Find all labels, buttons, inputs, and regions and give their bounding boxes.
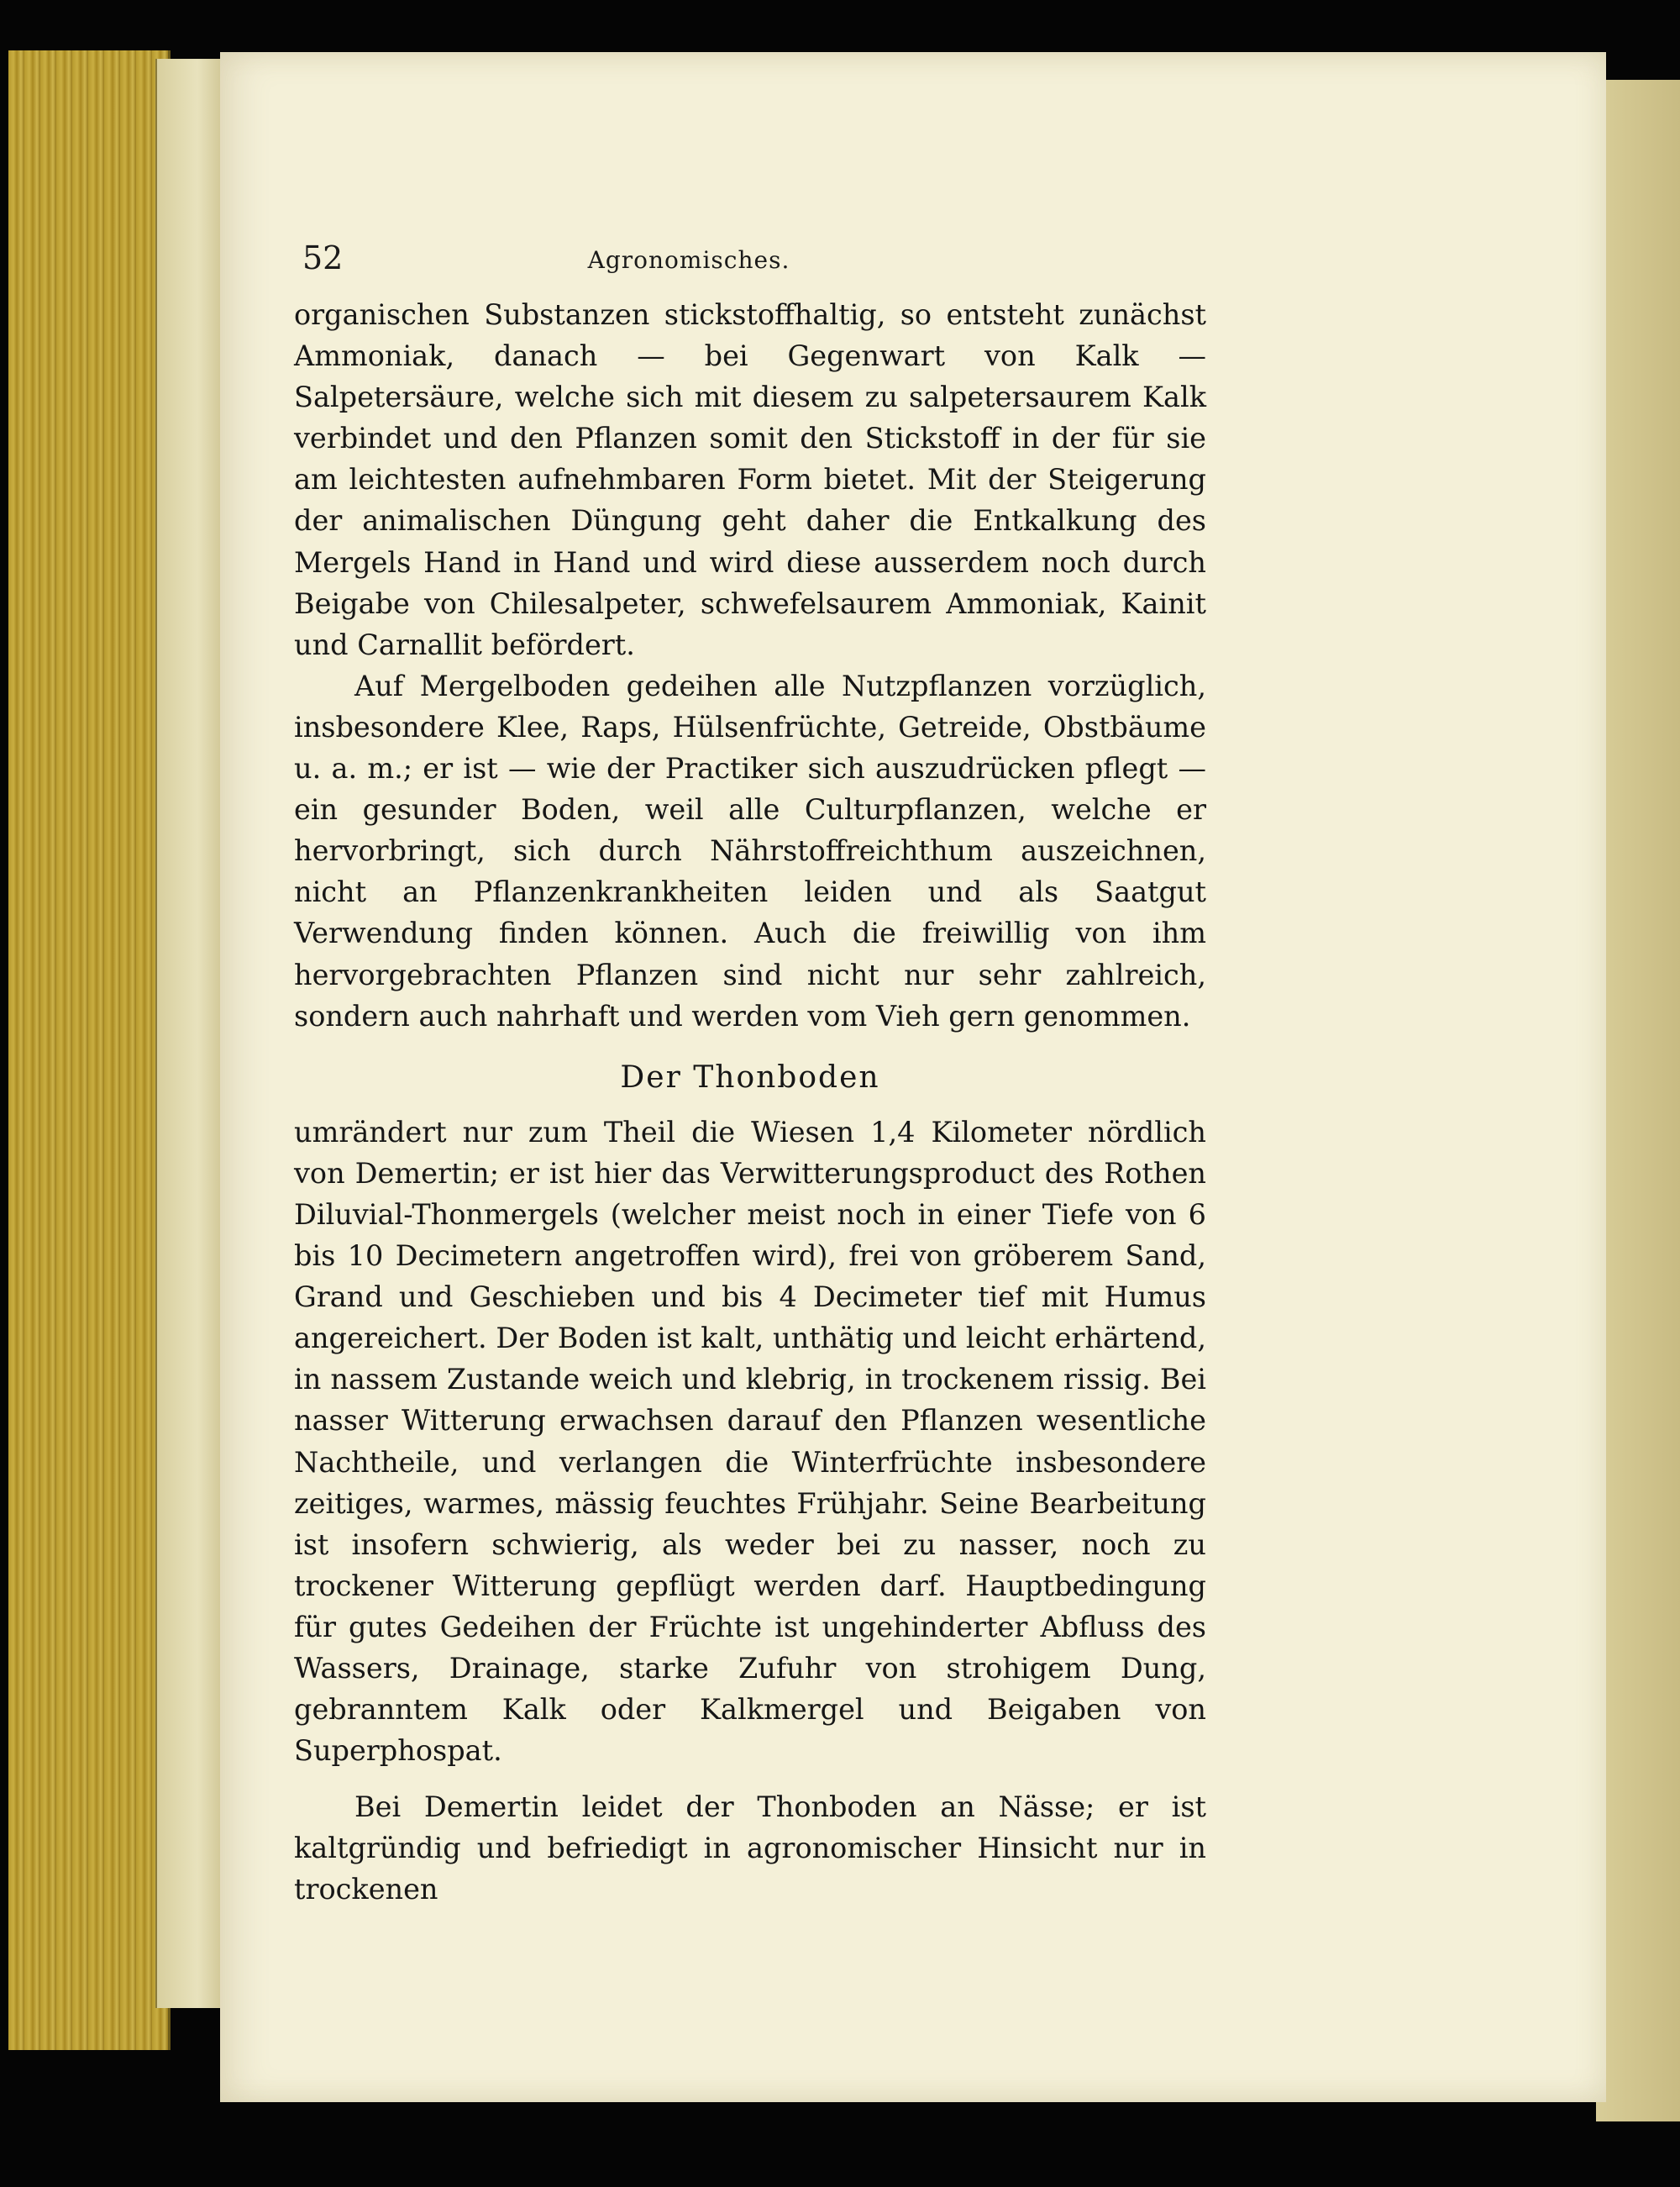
paragraph-3: umrändert nur zum Theil die Wiesen 1,4 Kilometer nördlich von Demertin; er ist hier das Verwitterungsproduct des Rothen Diluvial-Thonmergels (welcher meist noch in einer Tiefe von 6 bis 10 Decimetern angetroffen wird), frei von gröberem Sand, Grand und Geschieben und bis 4 Decimeter tief mit Humus angereichert. Der Boden ist kalt, unthätig und leicht erhärtend, in nassem Zustande weich und klebrig, in trockenem rissig. Bei nasser Witterung erwachsen darauf den Pflanzen wesentliche Nachtheile, und verlangen die Winterfrüchte insbesondere zeitiges, warmes, mässig feuchtes Frühjahr. Seine Bearbeitung ist insofern schwierig, als weder bei zu nasser, noch zu trockener Witterung gepflügt werden darf. Hauptbedingung für gutes Gedeihen der Früchte ist ungehinderter Abfluss des Wassers, Drainage, starke Zufuhr von strohigem Dung, gebranntem Kalk oder Kalkmergel und Beigaben von Superphospat. (294, 1115, 1206, 1768)
running-title: Agronomisches. (587, 246, 790, 274)
book-page-edges (8, 50, 171, 2050)
book-inner-margin (155, 59, 224, 2008)
paragraph-4: Bei Demertin leidet der Thonboden an Nässe; er ist kaltgründig und befriedigt in agronomischer Hinsicht nur in trockenen (294, 1790, 1206, 1906)
next-page-edge (1596, 80, 1680, 2121)
page-header (302, 239, 1075, 290)
page-number: 52 (302, 239, 344, 276)
section-heading: Der Thonboden (620, 1059, 880, 1095)
page-body (294, 294, 1206, 1911)
paragraph-2: Auf Mergelboden gedeihen alle Nutzpflanzen vorzüglich, insbesondere Klee, Raps, Hülsenfrüchte, Getreide, Obstbäume u. a. m.; er ist — wie der Practiker sich auszudrücken pflegt — ein gesunder Boden, weil alle Culturpflanzen, welche er hervorbringt, sich durch Nährstoffreichthum auszeichnen, nicht an Pflanzenkrankheiten leiden und als Saatgut Verwendung finden können. Auch die freiwillig von ihm hervorgebrachten Pflanzen sind nicht nur sehr zahlreich, sondern auch nahrhaft und werden vom Vieh gern genommen. (294, 669, 1206, 1033)
paragraph-1: organischen Substanzen stickstoffhaltig, so entsteht zunächst Ammoniak, danach — bei Gegenwart von Kalk — Salpetersäure, welche sich mit diesem zu salpetersaurem Kalk verbindet und den Pflanzen somit den Stickstoff in der für sie am leichtesten aufnehmbaren Form bietet. Mit der Steigerung der animalischen Düngung geht daher die Entkalkung des Mergels Hand in Hand und wird diese ausserdem noch durch Beigabe von Chilesalpeter, schwefelsaurem Ammoniak, Kainit und Carnallit befördert. (294, 298, 1206, 661)
